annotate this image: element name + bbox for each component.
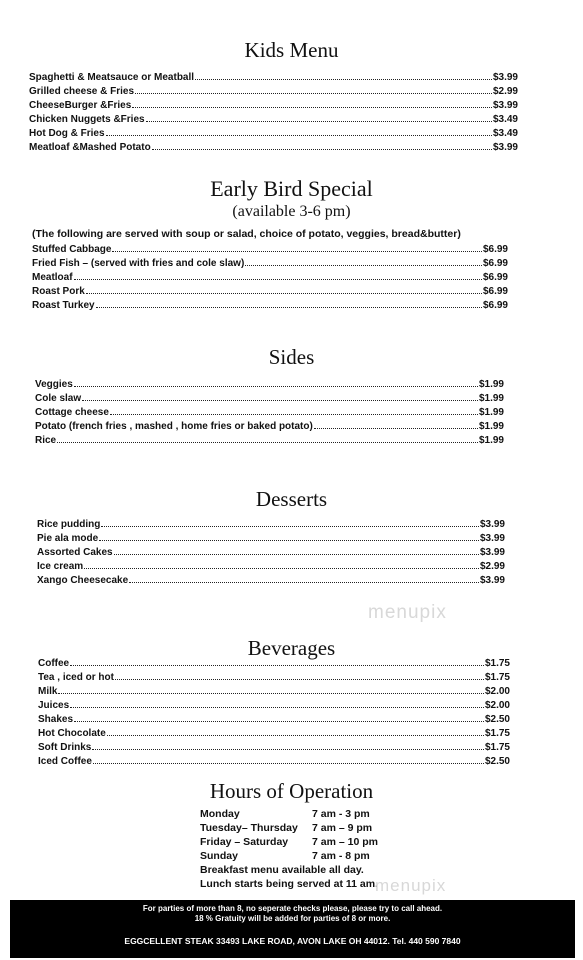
watermark-logo: menupix	[368, 602, 447, 623]
watermark-logo: menupix	[375, 876, 447, 895]
menu-item-name: Xango Cheesecake	[37, 575, 129, 586]
dot-leader	[74, 270, 482, 280]
menu-item-price: $6.99	[482, 258, 508, 269]
menu-item-row	[35, 377, 504, 391]
menu-item-name: Tea , iced or hot	[38, 672, 114, 683]
menu-item-price: $2.00	[484, 700, 510, 711]
menu-item-name: Assorted Cakes	[37, 547, 113, 558]
desserts-list	[37, 517, 505, 587]
menu-item-name: Iced Coffee	[38, 756, 92, 767]
menu-item-name: Spaghetti & Meatsauce or Meatball	[29, 72, 195, 83]
menu-item-row	[32, 270, 508, 284]
dot-leader	[115, 670, 484, 680]
beverages-title: Beverages	[247, 636, 336, 660]
early-bird-subtitle: (available 3-6 pm)	[232, 203, 351, 220]
menu-item-price: $3.99	[492, 100, 518, 111]
menu-item-price: $1.99	[478, 421, 504, 432]
menu-item-price: $3.99	[479, 519, 505, 530]
early-bird-list	[32, 242, 508, 312]
menu-item-row	[35, 391, 504, 405]
menu-item-row	[38, 670, 510, 684]
dot-leader	[132, 98, 492, 108]
dot-leader	[135, 84, 492, 94]
menu-item-name: Roast Turkey	[32, 300, 95, 311]
menu-item-row	[38, 698, 510, 712]
menu-item-price: $3.49	[492, 114, 518, 125]
dot-leader	[195, 70, 492, 80]
footer-gratuity-note: 18 % Gratuity will be added for parties of 8 or more.	[194, 914, 391, 923]
menu-item-price: $6.99	[482, 300, 508, 311]
menu-item-name: Roast Pork	[32, 286, 85, 297]
dot-leader	[84, 559, 479, 569]
menu-item-row	[37, 517, 505, 531]
menu-item-price: $1.99	[478, 435, 504, 446]
menu-item-row	[38, 740, 510, 754]
footer-bar	[10, 900, 575, 958]
hours-day: Tuesday– Thursday	[200, 822, 298, 834]
dot-leader	[114, 545, 479, 555]
menu-item-row	[29, 84, 518, 98]
dot-leader	[74, 377, 478, 387]
menu-item-price: $3.99	[479, 547, 505, 558]
dot-leader	[245, 256, 482, 266]
dot-leader	[129, 573, 479, 583]
sides-list	[35, 377, 504, 447]
menu-item-name: Fried Fish – (served with fries and cole slaw)	[32, 258, 245, 269]
menu-item-name: Grilled cheese & Fries	[29, 86, 135, 97]
early-bird-title: Early Bird Special	[210, 176, 373, 201]
menu-item-name: Soft Drinks	[38, 742, 92, 753]
menu-item-name: CheeseBurger &Fries	[29, 100, 132, 111]
menu-item-name: Cole slaw	[35, 393, 82, 404]
menu-item-name: Chicken Nuggets &Fries	[29, 114, 145, 125]
menu-item-name: Ice cream	[37, 561, 84, 572]
hours-row-monday	[200, 807, 378, 821]
lunch-note: Lunch starts being served at 11 am.	[200, 878, 378, 890]
hours-day: Friday – Saturday	[200, 836, 289, 848]
footer-address: EGGCELLENT STEAK 33493 LAKE ROAD, AVON LAKE OH 44012. Tel. 440 590 7840	[124, 936, 461, 946]
hours-row-fri-sat	[200, 835, 378, 849]
early-bird-note: (The following are served with soup or salad, choice of potato, veggies, bread&butter)	[32, 228, 461, 240]
sides-title: Sides	[268, 345, 315, 369]
menu-item-row	[38, 754, 510, 768]
hours-row-tue-thu	[200, 821, 378, 835]
menu-item-row	[29, 112, 518, 126]
menu-item-name: Potato (french fries , mashed , home fries or baked potato)	[35, 421, 313, 432]
menu-item-row	[32, 298, 508, 312]
menu-item-name: Stuffed Cabbage	[32, 244, 112, 255]
menu-item-price: $2.00	[484, 686, 510, 697]
hours-block	[200, 807, 378, 891]
menu-item-price: $1.75	[484, 658, 510, 669]
dot-leader	[70, 656, 484, 666]
menu-item-row	[37, 531, 505, 545]
dot-leader	[112, 242, 482, 252]
menu-item-name: Meatloaf	[32, 272, 73, 283]
menu-item-row	[29, 70, 518, 84]
menu-item-name: Rice	[35, 435, 57, 446]
menu-item-price: $1.99	[478, 379, 504, 390]
menu-item-price: $3.99	[492, 142, 518, 153]
menu-item-name: Pie ala mode	[37, 533, 99, 544]
footer-party-note: For parties of more than 8, no seperate checks please, please try to call ahead.	[142, 904, 443, 913]
dot-leader	[58, 684, 484, 694]
menu-item-row	[35, 433, 504, 447]
menu-item-row	[37, 545, 505, 559]
breakfast-note: Breakfast menu available all day.	[200, 864, 364, 876]
menu-item-price: $6.99	[482, 244, 508, 255]
menu-item-name: Rice pudding	[37, 519, 101, 530]
menu-item-name: Shakes	[38, 714, 74, 725]
dot-leader	[99, 531, 479, 541]
dot-leader	[96, 298, 482, 308]
menu-item-price: $2.99	[479, 561, 505, 572]
menu-item-price: $2.50	[484, 714, 510, 725]
dot-leader	[82, 391, 478, 401]
menu-item-price: $2.50	[484, 756, 510, 767]
menu-item-price: $1.99	[478, 393, 504, 404]
menu-item-price: $1.75	[484, 672, 510, 683]
dot-leader	[146, 112, 492, 122]
hours-day: Monday	[200, 808, 240, 820]
hours-time: 7 am - 3 pm	[312, 808, 370, 820]
hours-row-sunday	[200, 849, 378, 863]
menu-item-row	[29, 126, 518, 140]
dot-leader	[107, 726, 484, 736]
dot-leader	[101, 517, 479, 527]
menu-item-row	[32, 242, 508, 256]
menu-item-row	[38, 684, 510, 698]
beverages-list	[38, 656, 510, 768]
menu-item-name: Cottage cheese	[35, 407, 109, 418]
dot-leader	[314, 419, 478, 429]
dot-leader	[92, 740, 484, 750]
menu-item-name: Juices	[38, 700, 70, 711]
menu-item-price: $3.99	[479, 533, 505, 544]
dot-leader	[152, 140, 492, 150]
dot-leader	[74, 712, 484, 722]
menu-item-row	[32, 256, 508, 270]
menu-item-row	[38, 712, 510, 726]
menu-item-row	[35, 419, 504, 433]
dot-leader	[70, 698, 484, 708]
menu-item-row	[37, 573, 505, 587]
menu-item-row	[38, 726, 510, 740]
desserts-title: Desserts	[255, 487, 328, 511]
menu-item-name: Milk	[38, 686, 58, 697]
menu-item-price: $3.99	[479, 575, 505, 586]
menu-item-price: $3.49	[492, 128, 518, 139]
menu-item-price: $6.99	[482, 272, 508, 283]
menu-item-price: $1.99	[478, 407, 504, 418]
hours-day: Sunday	[200, 850, 238, 862]
menu-item-name: Veggies	[35, 379, 73, 390]
menu-item-row	[37, 559, 505, 573]
menu-item-name: Hot Chocolate	[38, 728, 106, 739]
dot-leader	[86, 284, 482, 294]
menu-item-row	[35, 405, 504, 419]
menu-item-name: Coffee	[38, 658, 70, 669]
menu-item-name: Meatloaf &Mashed Potato	[29, 142, 151, 153]
hours-time: 7 am – 10 pm	[312, 836, 378, 848]
kids-menu-list	[29, 70, 518, 154]
menu-item-price: $1.75	[484, 728, 510, 739]
menu-item-price: $2.99	[492, 86, 518, 97]
hours-time: 7 am – 9 pm	[312, 822, 373, 834]
menu-item-price: $1.75	[484, 742, 510, 753]
menu-item-row	[29, 98, 518, 112]
dot-leader	[57, 433, 478, 443]
menu-item-name: Hot Dog & Fries	[29, 128, 105, 139]
dot-leader	[106, 126, 492, 136]
menu-item-row	[32, 284, 508, 298]
menu-item-row	[29, 140, 518, 154]
menu-item-price: $3.99	[492, 72, 518, 83]
hours-time: 7 am - 8 pm	[312, 850, 370, 862]
hours-title: Hours of Operation	[209, 779, 374, 803]
dot-leader	[110, 405, 478, 415]
kids-menu-title: Kids Menu	[244, 38, 339, 62]
menu-item-row	[38, 656, 510, 670]
menu-item-price: $6.99	[482, 286, 508, 297]
dot-leader	[93, 754, 484, 764]
